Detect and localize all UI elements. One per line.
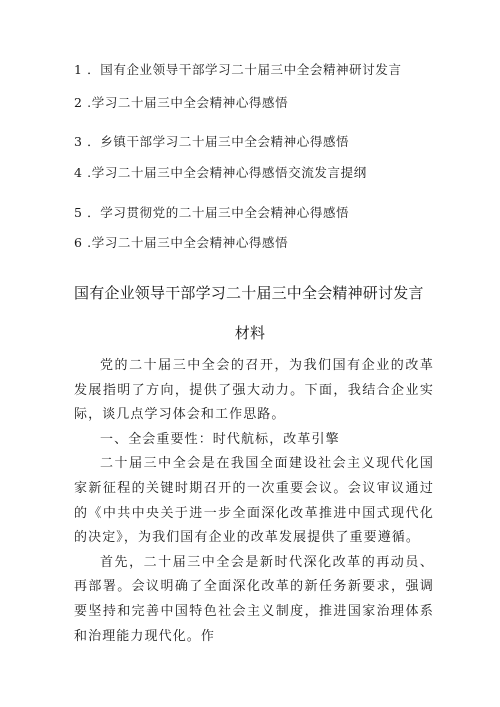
- toc-item: [74, 93, 288, 111]
- toc-item-text: ．乡镇干部学习二十届三中全会精神心得感悟: [87, 134, 350, 149]
- toc-item: [74, 233, 288, 251]
- toc-item-number: 1: [74, 62, 83, 77]
- section-heading: 一、全会重要性：时代航标，改革引擎: [100, 431, 340, 447]
- toc-item-text: .学习二十届三中全会精神心得感悟: [87, 95, 289, 110]
- toc-item-text: .学习二十届三中全会精神心得感悟交流发言提纲: [87, 165, 367, 180]
- toc-item: [74, 132, 349, 150]
- body-paragraph: 二十届三中全会是在我国全面建设社会主义现代化国家新征程的关键时期召开的一次重要会议。会议审议通过的《中共中央关于进一步全面深化改革推进中国式现代化的决定》，为我们国有企业的改革发展提供了重要遵循。: [74, 456, 434, 546]
- toc-item-number: 5: [74, 205, 83, 220]
- toc-item: [74, 163, 367, 181]
- article-title-continued: 材料: [234, 324, 266, 342]
- toc-item-number: 6: [74, 235, 83, 250]
- toc-item-text: .学习二十届三中全会精神心得感悟: [87, 235, 289, 250]
- body-paragraph: 首先，二十届三中全会是新时代深化改革的再动员、再部署。会议明确了全面深化改革的新任务新要求，强调要坚持和完善中国特色社会主义制度，推进国家治理体系和治理能力现代化。作: [74, 554, 434, 644]
- article-body: [74, 354, 434, 649]
- toc-item: [74, 203, 349, 221]
- intro-paragraph: 党的二十届三中全会的召开，为我们国有企业的改革发展指明了方向，提供了强大动力。下面，我结合企业实际，谈几点学习体会和工作思路。: [74, 358, 434, 423]
- toc-item: [74, 60, 402, 78]
- article-title: 国有企业领导干部学习二十届三中全会精神研讨发言: [74, 284, 424, 302]
- toc-item-number: 3: [74, 134, 83, 149]
- toc-item-number: 2: [74, 95, 83, 110]
- toc-item-text: ．学习贯彻党的二十届三中全会精神心得感悟: [87, 205, 350, 220]
- toc-item-number: 4: [74, 165, 83, 180]
- toc-item-text: ．国有企业领导干部学习二十届三中全会精神研讨发言: [87, 62, 402, 77]
